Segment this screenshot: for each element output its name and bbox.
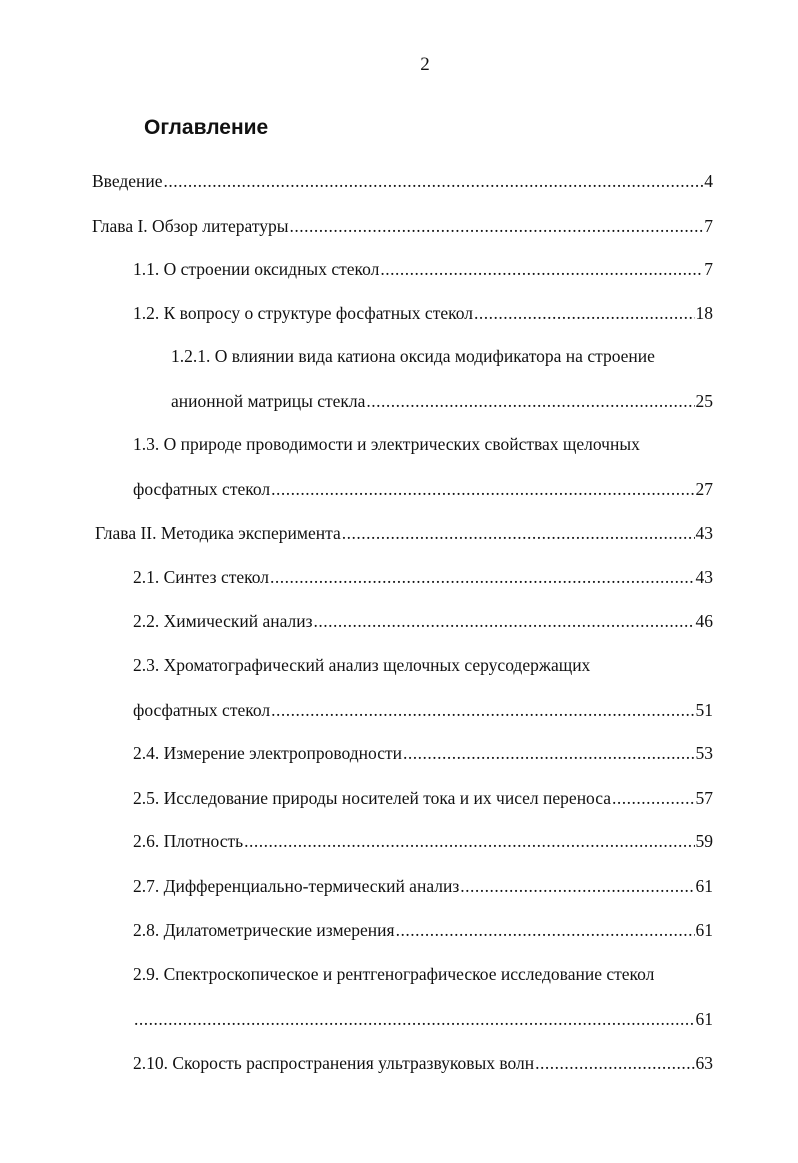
- dot-leader: [403, 742, 695, 764]
- dot-leader: [314, 610, 695, 632]
- toc-entry-section-2-9[interactable]: [133, 1008, 713, 1030]
- toc-entry-title: Глава II. Методика эксперимента: [95, 523, 341, 543]
- dot-leader: [271, 699, 694, 721]
- toc-heading: Оглавление: [144, 116, 269, 139]
- toc-entry-title: 1.1. О строении оксидных стекол: [133, 259, 380, 279]
- toc-entry-section-2-3-line1[interactable]: 2.3. Хроматографический анализ щелочных серусодержащих: [133, 655, 591, 675]
- toc-entry-title: анионной матрицы стекла: [171, 391, 366, 411]
- dot-leader: [342, 522, 695, 544]
- dot-leader: [396, 919, 695, 941]
- dot-leader: [244, 830, 694, 852]
- dot-leader: [290, 215, 704, 237]
- toc-entry-page: 61: [695, 876, 713, 896]
- dot-leader: [271, 478, 694, 500]
- toc-entry-title: 1.2. К вопросу о структуре фосфатных стекол: [133, 303, 473, 323]
- toc-entry-page: 53: [695, 743, 713, 763]
- toc-entry-chapter-1[interactable]: [92, 215, 713, 237]
- toc-entry-section-2-9-line1[interactable]: 2.9. Спектроскопическое и рентгенографическое исследование стекол: [133, 964, 655, 984]
- toc-entry-title: Глава I. Обзор литературы: [92, 216, 289, 236]
- toc-entry-page: 25: [695, 391, 713, 411]
- toc-entry-title: 2.7. Дифференциально-термический анализ: [133, 876, 460, 896]
- toc-entry-page: 51: [695, 700, 713, 720]
- toc-entry-section-2-5[interactable]: [133, 787, 713, 809]
- toc-entry-section-1-3-line1[interactable]: 1.3. О природе проводимости и электрических свойствах щелочных: [133, 434, 640, 454]
- toc-entry-page: 46: [695, 611, 713, 631]
- toc-entry-title: 2.4. Измерение электропроводности: [133, 743, 402, 763]
- toc-entry-title: 2.8. Дилатометрические измерения: [133, 920, 395, 940]
- toc-entry-title: 2.10. Скорость распространения ультразвуковых волн: [133, 1053, 535, 1073]
- toc-entry-section-1-2[interactable]: [133, 302, 713, 324]
- dot-leader: [380, 258, 703, 280]
- toc-entry-title: фосфатных стекол: [133, 479, 271, 499]
- dot-leader: [134, 1008, 695, 1030]
- dot-leader: [612, 787, 695, 809]
- dot-leader: [460, 875, 694, 897]
- toc-entry-section-2-10[interactable]: [133, 1052, 713, 1074]
- toc-entry-section-1-1[interactable]: [133, 258, 713, 280]
- toc-entry-page: 4: [704, 171, 713, 191]
- toc-entry-section-2-4[interactable]: [133, 742, 713, 764]
- toc-entry-section-1-2-1-line1[interactable]: 1.2.1. О влиянии вида катиона оксида модификатора на строение: [171, 346, 655, 366]
- toc-entry-section-2-3[interactable]: [133, 699, 713, 721]
- toc-entry-page: 61: [695, 920, 713, 940]
- toc-entry-title: 2.5. Исследование природы носителей тока и их чисел переноса: [133, 788, 611, 808]
- toc-entry-section-1-3[interactable]: [133, 478, 713, 500]
- toc-entry-page: 7: [704, 216, 713, 236]
- toc-entry-section-2-7[interactable]: [133, 875, 713, 897]
- toc-entry-chapter-2[interactable]: [95, 522, 713, 544]
- dot-leader: [164, 170, 704, 192]
- dot-leader: [535, 1052, 694, 1074]
- toc-entry-page: 63: [695, 1053, 713, 1073]
- toc-entry-page: 43: [695, 523, 713, 543]
- toc-entry-section-2-1[interactable]: [133, 566, 713, 588]
- toc-entry-page: 7: [704, 259, 713, 279]
- toc-entry-page: 43: [695, 567, 713, 587]
- toc-entry-title: 2.6. Плотность: [133, 831, 244, 851]
- dot-leader: [270, 566, 695, 588]
- toc-entry-page: 57: [695, 788, 713, 808]
- toc-entry-page: 61: [695, 1009, 713, 1029]
- dot-leader: [366, 390, 694, 412]
- dot-leader: [474, 302, 695, 324]
- toc-entry-page: 59: [695, 831, 713, 851]
- toc-entry-page: 27: [695, 479, 713, 499]
- toc-entry-section-1-2-1[interactable]: [171, 390, 713, 412]
- toc-entry-title: фосфатных стекол: [133, 700, 271, 720]
- page-number: 2: [420, 54, 430, 75]
- toc-entry-section-2-2[interactable]: [133, 610, 713, 632]
- toc-entry-title: 2.1. Синтез стекол: [133, 567, 269, 587]
- toc-entry-title: Введение: [92, 171, 163, 191]
- toc-entry-section-2-6[interactable]: [133, 830, 713, 852]
- toc-entry-page: 18: [695, 303, 713, 323]
- toc-entry-title: 2.2. Химический анализ: [133, 611, 313, 631]
- toc-entry-section-2-8[interactable]: [133, 919, 713, 941]
- toc-entry-introduction[interactable]: [92, 170, 713, 192]
